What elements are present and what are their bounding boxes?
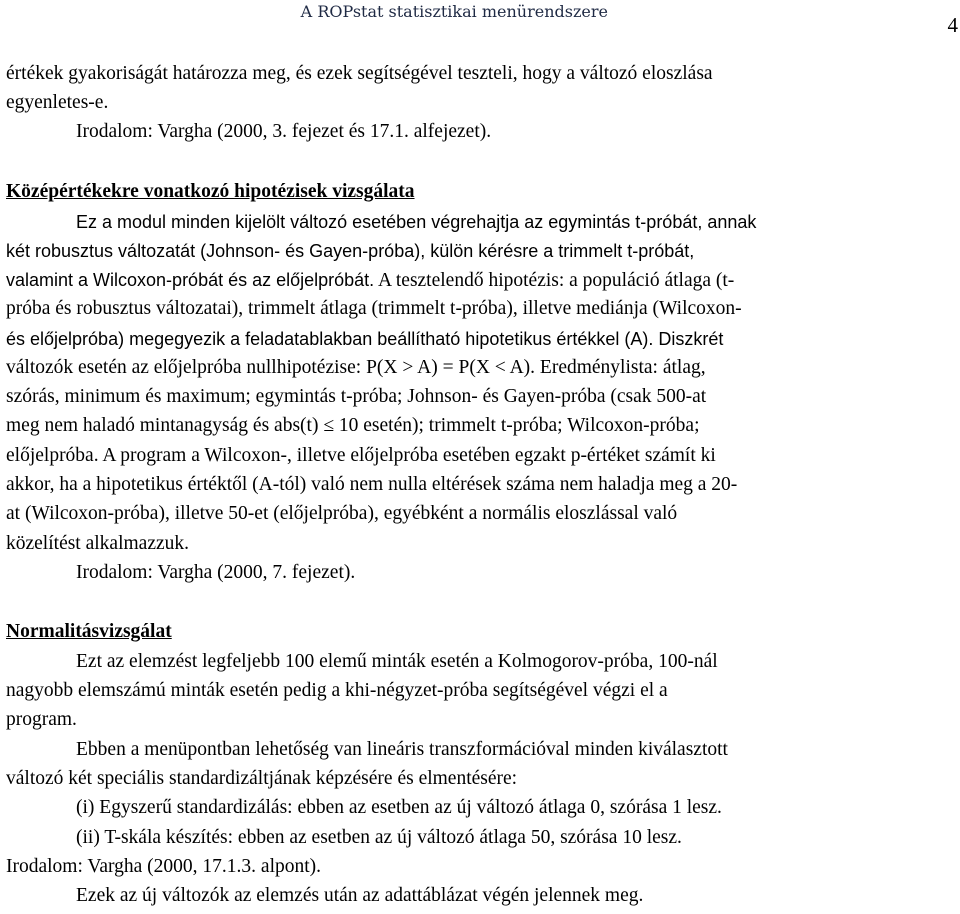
text-line: egyenletes-e. [6,92,109,113]
text-line: program. [6,709,77,730]
text-line: Ezek az új változók az elemzés után az adattáblázat végén jelennek meg. [76,885,644,906]
text-line: közelítést alkalmazzuk. [6,533,190,554]
text-line: nagyobb elemszámú minták esetén pedig a khi-négyzet-próba segítségével végzi el a [6,680,668,701]
text-line [6,268,734,293]
text-line: változók esetén az előjelpróba nullhipotézise: P(X > A) = P(X < A). Eredménylista: átlag, [6,357,706,378]
list-item: (i) Egyszerű standardizálás: ebben az esetben az új változó átlaga 0, szórása 1 lesz. [76,797,722,818]
text-span: A tesztelendő hipotézis: a populáció átlaga (t- [374,270,735,291]
text-line: szórás, minimum és maximum; egymintás t-próba; Johnson- és Gayen-próba (csak 500-at [6,386,707,407]
text-line: előjelpróba. A program a Wilcoxon-, illetve előjelpróba esetében egzakt p-értéket számít ki [6,445,716,466]
text-span: valamint a Wilcoxon-próbát és az előjelpróbát. [6,270,375,290]
text-line: és előjelpróba) megegyezik a feladatablakban beállítható hipotetikus értékkel (A). Diszkrét [6,329,724,349]
text-line: at (Wilcoxon-próba), illetve 50-et (előjelpróba), egyébként a normális eloszlással való [6,503,678,524]
reference-line: Irodalom: Vargha (2000, 7. fejezet). [76,562,356,583]
text-line: változó két speciális standardizáltjának képzésére és elmentésére: [6,768,518,789]
running-title: A ROPstat statisztikai menürendszere [300,2,608,21]
text-line: két robusztus változatát (Johnson- és Gayen-próba), külön kérésre a trimmelt t-próbát, [6,241,695,261]
section-heading: Középértékekre vonatkozó hipotézisek vizsgálata [6,181,415,202]
text-line: Ebben a menüpontban lehetőség van lineáris transzformációval minden kiválasztott [76,739,728,760]
list-item: (ii) T-skála készítés: ebben az esetben az új változó átlaga 50, szórása 10 lesz. [76,827,682,848]
section-heading: Normalitásvizsgálat [6,621,172,642]
reference-line: Irodalom: Vargha (2000, 17.1.3. alpont). [6,856,322,877]
text-line: értékek gyakoriságát határozza meg, és ezek segítségével teszteli, hogy a változó eloszlása [6,63,713,84]
reference-line: Irodalom: Vargha (2000, 3. fejezet és 17.1. alfejezet). [76,121,492,142]
text-line: próba és robusztus változatai), trimmelt átlaga (trimmelt t-próba), illetve mediánja (Wilcoxon- [6,298,742,319]
text-line: Ezt az elemzést legfeljebb 100 elemű minták esetén a Kolmogorov-próba, 100-nál [76,651,718,672]
page-header [0,0,960,37]
text-line: Ez a modul minden kijelölt változó esetében végrehajtja az egymintás t-próbát, annak [76,212,757,232]
page-number: 4 [947,13,958,37]
text-line: meg nem haladó mintanagyság és abs(t) ≤ 10 esetén); trimmelt t-próba; Wilcoxon-próba; [6,415,700,436]
text-line: akkor, ha a hipotetikus értéktől (A-tól) való nem nulla eltérések száma nem haladja meg a 20- [6,474,738,495]
